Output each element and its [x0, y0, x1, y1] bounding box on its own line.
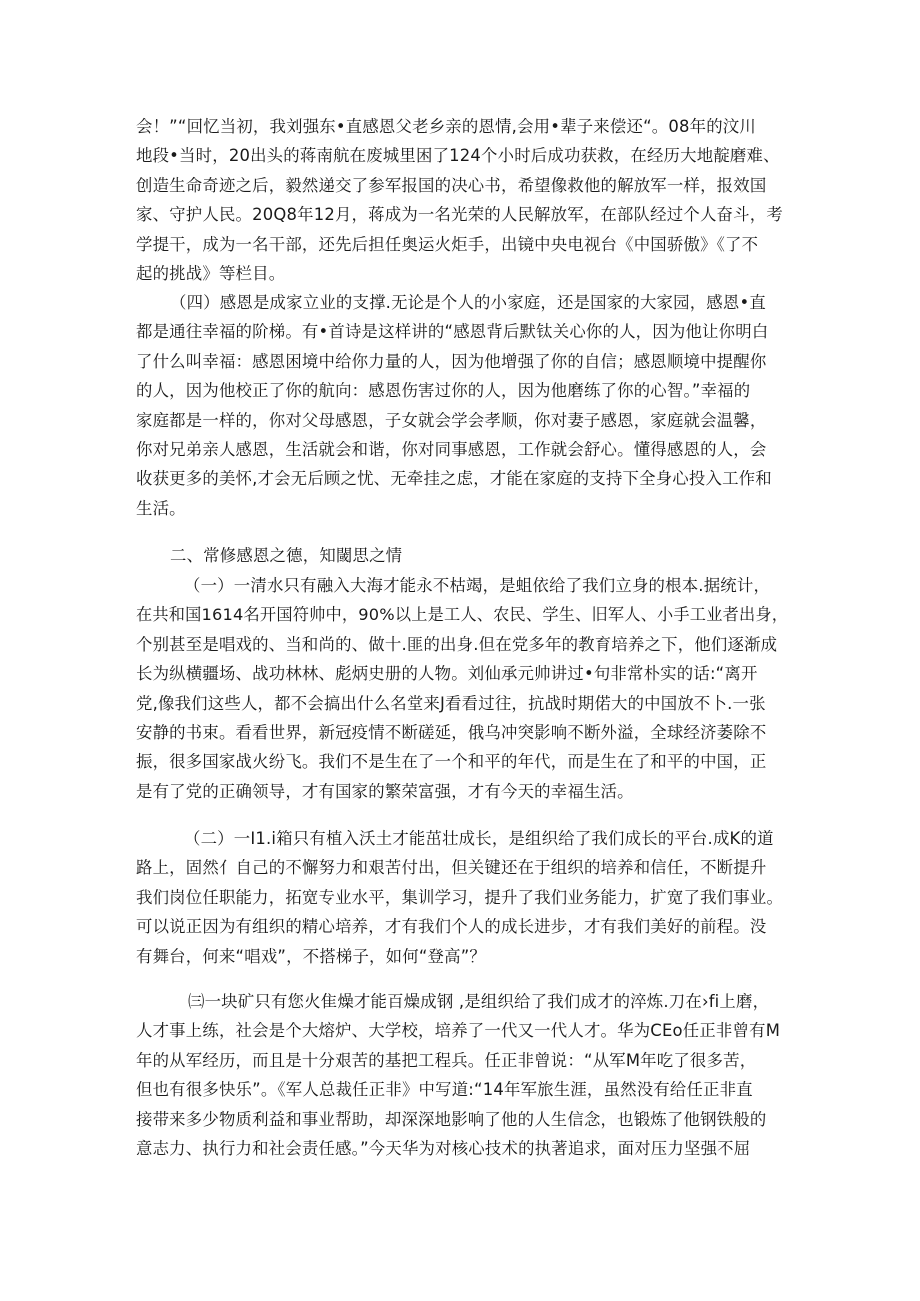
paragraph-section-1	[136, 571, 792, 806]
section-heading	[136, 541, 792, 570]
text-line: 会！”“回忆当初，我刘强东•直感恩父老乡亲的恩情,会用•辈子来偿还“。08年的汶川	[136, 117, 756, 136]
text-line: 生活。	[136, 498, 186, 518]
heading-text: 二、常修感恩之德，知閾思之情	[170, 546, 403, 565]
paragraph-opening	[136, 112, 792, 288]
text-line: 创造生命奇迹之后，毅然递交了参军报国的决心书，希望像救他的解放军一样，报效国	[136, 175, 767, 195]
text-line: 振，很多国家战火纷飞。我们不是生在了一个和平的年代，而是生在了和平的中国，正	[136, 752, 767, 772]
text-line: 在共和国1614名开国符帅中，90%以上是工人、农民、学生、旧军人、小手工业者出身，	[136, 605, 789, 625]
text-line: 你对兄弟亲人感恩，生活就会和谐，你对同事感恩，工作就会舒心。懂得感恩的人，会	[136, 440, 767, 460]
text-line: 我们岗位任职能力，拓宽专业水平，集训学习，提升了我们业务能力，扩宽了我们事业。	[136, 887, 784, 907]
text-line: 有舞台，何来“唱戏”，不搭梯子，如何“登高”？	[136, 946, 486, 966]
text-line: 个别甚至是唱戏的、当和尚的、做十.匪的出身.但在党多年的教育培养之下，他们逐渐成	[136, 634, 778, 654]
text-line: 长为纵横疆场、战功林林、彪炳史册的人物。刘仙承元帅讲过•句非常朴实的话:“离开	[136, 664, 758, 684]
text-line: 可以说正因为有组织的精心培养，才有我们个人的成长进步，才有我们美好的前程。没	[136, 917, 767, 937]
text-line: 家庭都是一样的，你对父母感恩，子女就会学会孝顺，你对妻子感恩，家庭就会温馨，	[136, 410, 767, 430]
text-line: 了什么叫幸福：感恩困境中给你力量的人，因为他增强了你的自信；感恩顺境中提醒你	[136, 351, 767, 371]
text-line: 路上，固然亻自己的不懈努力和艰苦付出，但关键还在于组织的培养和信任，不断提升	[136, 858, 767, 878]
text-line: 安静的书束。看看世界，新冠疫情不断磋延，俄乌冲突影响不断外溢，全球经济萎除不	[136, 723, 767, 743]
text-line: 人才事上练，社会是个大熔炉、大学校，培养了一代又一代人才。华为CEo任正非曾有M	[136, 1021, 781, 1041]
text-line: 起的挑战》等栏目。	[136, 264, 286, 284]
text-line: 学提干，成为一名干部，还先后担任奥运火炬手，出镜中央电视台《中国骄傲》《了不	[136, 234, 759, 254]
text-line: 意志力、执行力和社会责任感。”今天华为对核心技术的执著追求，面对压力坚强不屈	[136, 1139, 751, 1159]
text-line: （二）一I1.i箱只有植入沃土才能茁壮成长，是组织给了我们成长的平台.成K的道	[184, 829, 774, 848]
text-line: 但也有很多快乐”。《军人总裁任正非》中写道:“14年军旅生涯，虽然没有给任正非直	[136, 1080, 753, 1100]
text-line: ㈢一块矿只有您火隹燥才能百燥成钢 ,是组织给了我们成才的淬炼.刀在›fi上磨，	[188, 992, 770, 1011]
text-line: 年的从军经历，而且是十分艰苦的基把工程兵。任正非曾说：“从军M年吃了很多苦，	[136, 1050, 757, 1070]
paragraph-section-4	[136, 288, 792, 523]
paragraph-section-2	[136, 824, 792, 971]
text-line: 的人，因为他校正了你的航向：感恩伤害过你的人，因为他磨练了你的心智。”幸福的	[136, 381, 751, 401]
text-line: 家、守护人民。20Q8年12月，蒋成为一名光荣的人民解放军，在部队经过个人奋斗，考	[136, 205, 783, 225]
text-line: （四）感恩是成家立业的支撑.无论是个人的小家庭，还是国家的大家园，感恩•直	[170, 293, 766, 312]
text-line: 接带来多少物质利益和事业帮助，却深深地影响了他的人生信念，也锻炼了他钢铁般的	[136, 1109, 767, 1129]
text-line: 党,像我们这些人，都不会搞出什么名堂来J看看过往，抗战时期偌大的中国放不卜.一张	[136, 693, 766, 713]
text-line: （一）一清水只有融入大海才能永不枯竭，是蛆依给了我们立身的根本.据统计，	[184, 576, 771, 595]
paragraph-section-3	[136, 987, 792, 1163]
text-line: 收获更多的美怀,才会无后顾之忧、无牵挂之虑，才能在家庭的支持下全身心投入工作和	[136, 469, 772, 489]
text-line: 是有了党的正确领导，才有国家的繁荣富强，才有今天的幸福生活。	[136, 781, 634, 801]
text-line: 地段•当时，20出头的蒋南航在废城里困了124个小时后成功获救，在经历大地靛磨难、	[136, 146, 780, 166]
text-line: 都是通往幸福的阶梯。有•首诗是这样讲的“感恩背后默钛关心你的人，因为他让你明白	[136, 322, 769, 342]
